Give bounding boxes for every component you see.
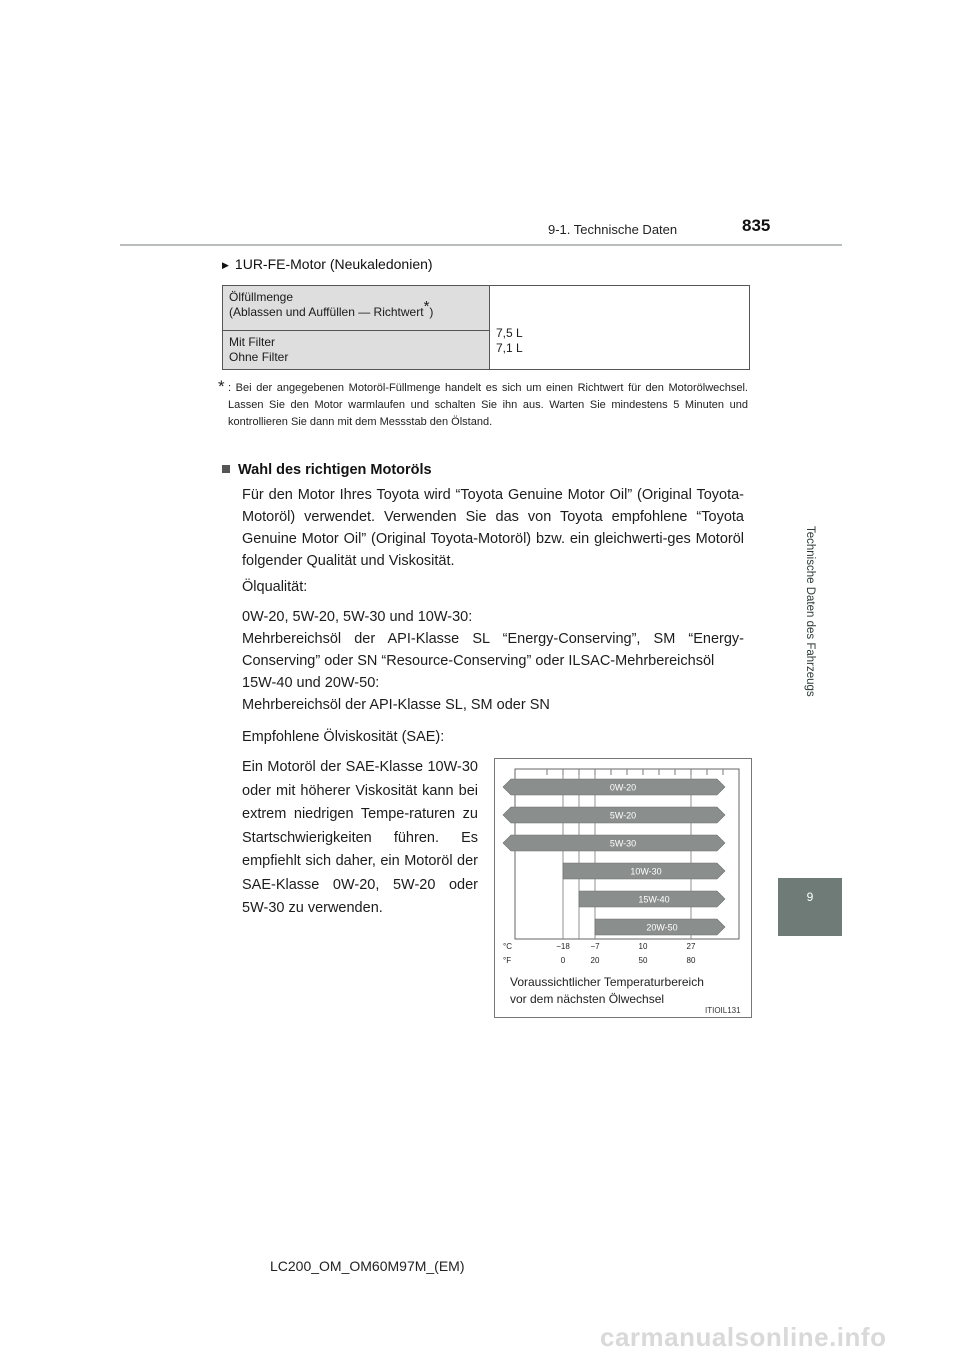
engine-subheading bbox=[222, 256, 433, 272]
celsius-unit: °C bbox=[503, 942, 512, 951]
figure-code: ITIOIL131 bbox=[705, 1006, 741, 1015]
table-header-cell bbox=[223, 286, 490, 331]
table-row-labels bbox=[223, 331, 490, 370]
value-without-filter: 7,1 L bbox=[496, 341, 523, 355]
fahrenheit-tick-label: 0 bbox=[560, 956, 566, 965]
grades-group-1-title: 0W-20, 5W-20, 5W-30 und 10W-30: bbox=[242, 609, 473, 625]
triangle-bullet-icon: ▶ bbox=[222, 260, 229, 270]
chapter-tab[interactable] bbox=[778, 878, 842, 936]
celsius-tick-label: −18 bbox=[556, 942, 570, 951]
footnote-star: * bbox=[423, 298, 430, 315]
grades-group-2 bbox=[242, 672, 744, 716]
viscosity-bar-label: 10W-30 bbox=[630, 866, 662, 877]
section-heading-text: Wahl des richtigen Motoröls bbox=[238, 462, 432, 478]
fahrenheit-tick-label: 80 bbox=[686, 956, 696, 965]
document-code: LC200_OM_OM60M97M_(EM) bbox=[270, 1258, 465, 1274]
viscosity-label: Empfohlene Ölviskosität (SAE): bbox=[242, 729, 445, 745]
footnote-marker: * bbox=[218, 377, 225, 396]
side-tab-label: Technische Daten des Fahrzeugs bbox=[804, 526, 816, 697]
label-without-filter: Ohne Filter bbox=[229, 350, 289, 364]
label-with-filter: Mit Filter bbox=[229, 335, 275, 349]
table-header-line1: Ölfüllmenge bbox=[229, 290, 294, 304]
figure-caption-line1: Voraussichtlicher Temperaturbereich bbox=[510, 975, 704, 989]
celsius-tick-label: 10 bbox=[638, 942, 648, 951]
footnote-text: : Bei der angegebenen Motoröl-Füllmenge handelt es sich um einen Richtwert für den Motorölwechsel. Lassen Sie den Motor warmlaufen und schalten Sie ihn aus. Warten Sie mindestens 5 Minuten und kontrollieren Sie dann mit dem Messstab den Ölstand. bbox=[228, 382, 748, 428]
viscosity-bar-label: 20W-50 bbox=[646, 922, 678, 933]
header-rule bbox=[120, 244, 842, 246]
fahrenheit-tick-label: 20 bbox=[590, 956, 600, 965]
grades-group-2-desc: Mehrbereichsöl der API-Klasse SL, SM oder SN bbox=[242, 697, 550, 713]
fahrenheit-tick-label: 50 bbox=[638, 956, 648, 965]
viscosity-bar-label: 5W-20 bbox=[609, 810, 637, 821]
square-bullet-icon bbox=[222, 465, 230, 473]
section-heading bbox=[222, 462, 432, 478]
table-header-line2: (Ablassen und Auffüllen — Richtwert*) bbox=[229, 298, 434, 319]
figure-caption bbox=[510, 974, 704, 1008]
section-title-header: 9-1. Technische Daten bbox=[548, 222, 678, 237]
engine-subheading-text: 1UR-FE-Motor (Neukaledonien) bbox=[234, 256, 433, 272]
intro-paragraph: Für den Motor Ihres Toyota wird “Toyota Genuine Motor Oil” (Original Toyota-Motoröl) verwendet. Verwenden Sie das von Toyota empfohlene “Toyota Genuine Motor Oil” (Original Toyota-Motoröl) bzw. ein gleichwerti-ges Motoröl folgender Qualität und Viskosität. bbox=[242, 487, 744, 569]
grades-group-1 bbox=[242, 606, 744, 672]
viscosity-paragraph: Ein Motoröl der SAE-Klasse 10W-30 oder mit höherer Viskosität kann bei extrem niedrigen Tempe-raturen zu Startschwierigkeiten führen. Es empfiehlt sich daher, ein Motoröl der SAE-Klasse 0W-20, 5W-20 oder 5W-30 zu verwenden. bbox=[242, 759, 478, 916]
chapter-number: 9 bbox=[806, 890, 814, 904]
oil-capacity-table bbox=[222, 285, 750, 370]
table-value-cell bbox=[490, 286, 750, 370]
value-with-filter: 7,5 L bbox=[496, 326, 523, 340]
quality-label: Ölqualität: bbox=[242, 579, 308, 595]
celsius-tick-label: 27 bbox=[686, 942, 696, 951]
watermark: carmanualsonline.info bbox=[600, 1322, 887, 1352]
fahrenheit-unit: °F bbox=[503, 956, 512, 965]
page-number: 835 bbox=[742, 216, 771, 235]
grades-group-1-desc: Mehrbereichsöl der API-Klasse SL “Energy-Conserving”, SM “Energy-Conserving” oder SN “Resource-Conserving” oder ILSAC-Mehrbereichsöl bbox=[242, 631, 744, 669]
grades-group-2-title: 15W-40 und 20W-50: bbox=[242, 675, 380, 691]
viscosity-bar-label: 5W-30 bbox=[609, 838, 637, 849]
viscosity-bar-label: 0W-20 bbox=[609, 782, 637, 793]
footnote bbox=[218, 377, 748, 431]
figure-caption-line2: vor dem nächsten Ölwechsel bbox=[510, 992, 665, 1006]
viscosity-bar-label: 15W-40 bbox=[638, 894, 670, 905]
celsius-tick-label: −7 bbox=[590, 942, 600, 951]
